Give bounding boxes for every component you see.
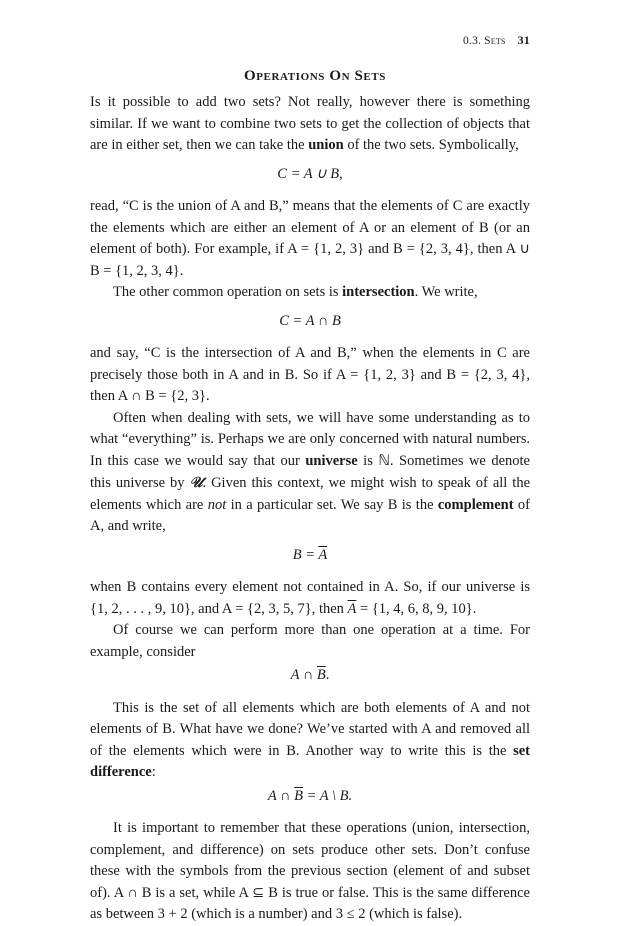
equation-combined: A ∩ $\overline{B}$. [290,667,330,683]
paragraph-2: read, “C is the union of A and B,” means that the elements of C are exactly the elements which are either an element of A or an element of B (or an element of both). For example, if A = {1, 2, 3} and B = {2, 3, 4}, then A ∪ B = {1, 2, 3, 4}. [90,198,530,279]
paragraph-3: The other common operation on sets is intersection. We write, [113,284,478,300]
term-intersection: intersection [342,284,415,300]
term-union: union [308,137,344,153]
paragraph-4: and say, “C is the intersection of A and B,” when the elements in C are precisely those both in A and in B. So if A = {1, 2, 3} and B = {2, 3, 4}, then A ∩ B = {2, 3}. [90,345,530,404]
emphasis-not: not [207,496,227,513]
term-universe: universe [305,452,358,469]
universe-symbol: 𝒰 [189,474,203,491]
equation-complement: $B = \overline{A}$ [292,546,328,563]
section-title: Operations On Sets [243,68,387,84]
term-set-difference: set difference [90,742,530,780]
paragraph-8: This is the set of all elements which are both elements of A and not elements of B. What have we done? We’ve started with A and removed all of the elements which were in B. Another way to write this is the set difference: [90,699,530,780]
equation-set-difference: A ∩ $\overline{B} = A$ \ B. [267,787,353,804]
paragraph-1: Is it possible to add two sets? Not really, however there is something similar. If we want to combine two sets to get the collection of objects that are in either set, then we can take the union of the two sets. Symbolically, [90,94,530,153]
running-head-section: 0.3. Sets [463,35,506,47]
paragraph-7: Of course we can perform more than one operation at a time. For example, consider [90,622,530,660]
equation-intersection: C = A ∩ B [279,312,341,329]
equation-union: C = A ∪ B, [277,165,343,182]
paragraph-6: when B contains every element not contained in A. So, if our universe is {1, 2, . . . , 9, 10}, and A = {2, 3, 5, 7}, then $\overline{A} = \{1$, 4, 6, 8, 9, 10}. [90,579,530,617]
paragraph-9: It is important to remember that these operations (union, intersection, complement, and difference) on sets produce other sets. Don’t confuse these with the symbols from the previous section (element of and subset of). A ∩ B is a set, while A ⊆ B is true or false. This is the same difference as between 3 + 2 (which is a number) and 3 ≤ 2 (which is false). [90,820,530,922]
page-number: 31 [517,33,530,47]
paragraph-5: Often when dealing with sets, we will have some understanding as to what “everything” is. Perhaps we are only concerned with natural numbers. In this case we would say that our universe is ℕ. Sometimes we denote this universe by 𝒰. Given this context, we might wish to speak of all the elements which are not in a particular set. We say B is the complement of A, and write, [90,409,531,534]
running-head [463,33,530,48]
body-text [90,92,530,926]
term-complement: complement [437,496,514,513]
